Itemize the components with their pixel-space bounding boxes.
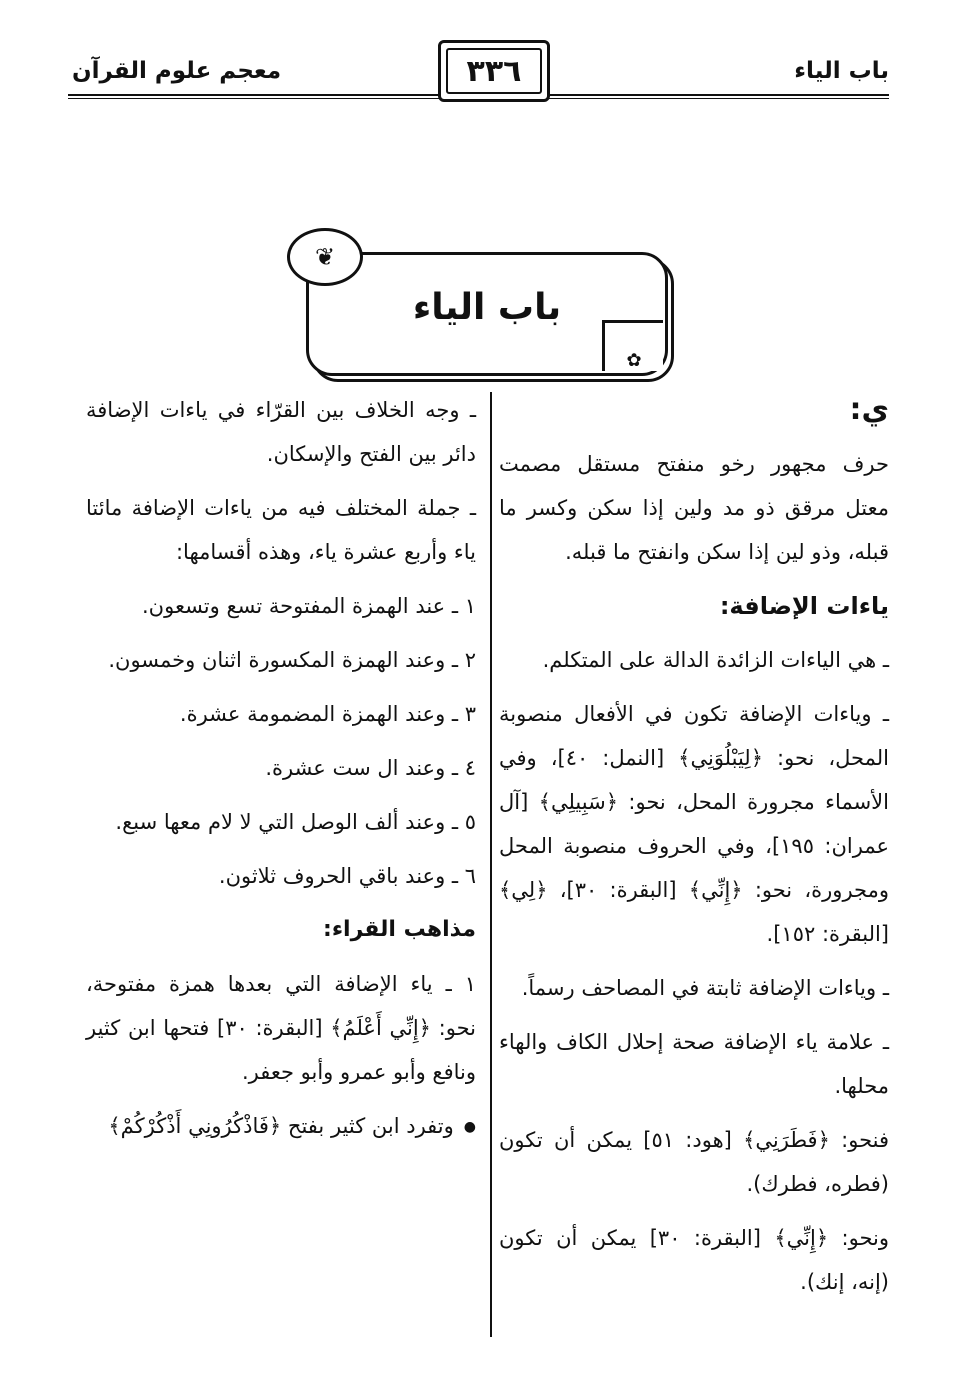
running-header-book-title: معجم علوم القرآن bbox=[72, 58, 282, 84]
letter-description: حرف مجهور رخو منفتح مستقل مصمت معتل مرقق ذو مد ولين إذا سكن وكسر ما قبله، وذو لين إذا سكن وانفتح ما قبله. bbox=[499, 452, 889, 564]
left-column bbox=[86, 388, 476, 1159]
bullet-item bbox=[86, 1104, 476, 1149]
paragraph: ـ هي الياءات الزائدة الدالة على المتكلم. bbox=[542, 648, 889, 672]
right-column bbox=[499, 388, 889, 1314]
paragraph: فنحو: ﴿فَطَرَنِي﴾ [هود: ٥١] يمكن أن تكون (فطره، فطرك). bbox=[499, 1128, 889, 1196]
page-number: ٣٣٦ bbox=[446, 48, 542, 94]
letter-heading: ي: bbox=[849, 392, 889, 427]
ornament-corner-icon: ✿ bbox=[602, 320, 663, 371]
running-header-chapter: باب الياء bbox=[794, 58, 889, 84]
list-item: ٢ ـ وعند الهمزة المكسورة اثنان وخمسون. bbox=[108, 648, 476, 672]
subsection-title: مذاهب القراء: bbox=[323, 917, 476, 942]
bullet-text: وتفرد ابن كثير بفتح ﴿فَاذْكُرُونِي أَذْكُرْكُمْ﴾ bbox=[108, 1114, 454, 1138]
page-number-frame bbox=[438, 40, 550, 102]
paragraph: ـ وجه الخلاف بين القرّاء في ياءات الإضافة دائر بين الفتح والإسكان. bbox=[86, 398, 476, 466]
paragraph: ـ علامة ياء الإضافة صحة إحلال الكاف والهاء محلها. bbox=[499, 1030, 889, 1098]
list-item: ١ ـ عند الهمزة المفتوحة تسع وتسعون. bbox=[142, 594, 476, 618]
list-item: ٤ ـ وعند ال ست عشرة. bbox=[265, 756, 476, 780]
paragraph: ـ وياءات الإضافة ثابتة في المصاحف رسماً. bbox=[521, 976, 889, 1000]
paragraph: ونحو: ﴿إِنِّي﴾ [البقرة: ٣٠] يمكن أن تكون (إنه، إنك). bbox=[499, 1226, 889, 1294]
ornament-emblem-icon: ❦ bbox=[287, 228, 363, 286]
section-title: ياءات الإضافة: bbox=[719, 592, 889, 620]
list-item: ٣ ـ وعند الهمزة المضمومة عشرة. bbox=[179, 702, 476, 726]
column-divider bbox=[490, 392, 492, 1337]
chapter-title: باب الياء bbox=[412, 287, 562, 328]
paragraph: ١ ـ ياء الإضافة التي بعدها همزة مفتوحة، نحو: ﴿إِنِّي أَعْلَمُ﴾ [البقرة: ٣٠] فتحها ابن كثير ونافع وأبو عمرو وأبو جعفر. bbox=[86, 972, 476, 1084]
paragraph: ـ وياءات الإضافة تكون في الأفعال منصوبة المحل، نحو: ﴿لِيَبْلُوَنِي﴾ [النمل: ٤٠]، وفي الأسماء مجرورة المحل، نحو: ﴿سَبِيلِي﴾ [آل عمران: ١٩٥]، وفي الحروف منصوبة المحل ومجرورة، نحو: ﴿إِنِّي﴾ [البقرة: ٣٠]، ﴿لِي﴾ [البقرة: ١٥٢]. bbox=[499, 702, 889, 946]
paragraph: ـ جملة المختلف فيه من ياءات الإضافة مائتا ياء وأربع عشرة ياء، وهذه أقسامها: bbox=[86, 496, 476, 564]
list-item: ٥ ـ وعند ألف الوصل التي لا لام معها سبع. bbox=[115, 810, 476, 834]
list-item: ٦ ـ وعند باقي الحروف ثلاثون. bbox=[218, 864, 476, 888]
